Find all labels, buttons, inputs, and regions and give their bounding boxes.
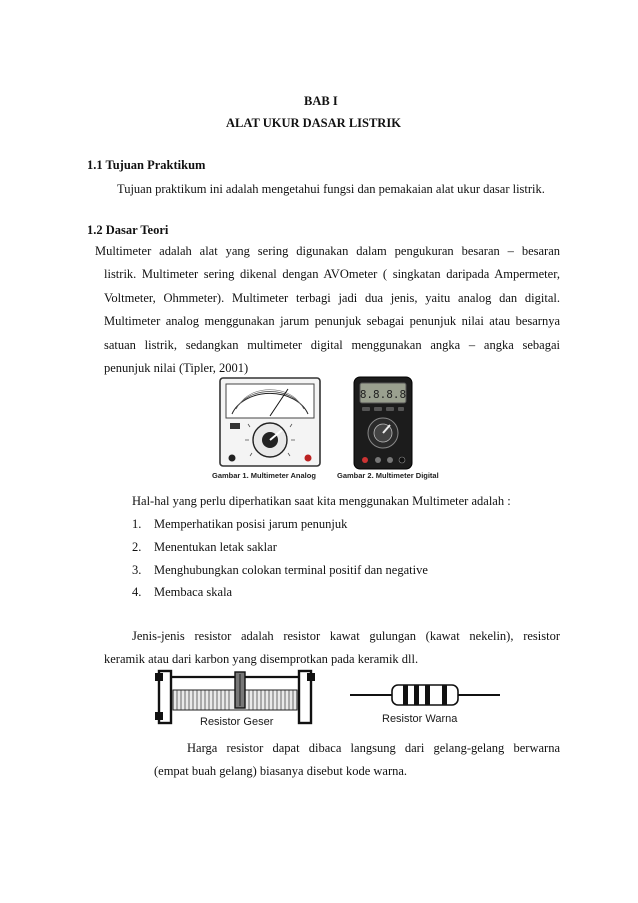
checklist-number: 4.	[132, 585, 142, 599]
theory-line-1: Multimeter adalah alat yang sering digunakan dalam pengukuran besaran – besaran	[95, 244, 560, 258]
section-1-heading: 1.1 Tujuan Praktikum	[87, 158, 206, 172]
resistor-warna-image	[350, 680, 500, 710]
theory-line-6: penunjuk nilai (Tipler, 2001)	[104, 361, 249, 375]
checklist-item: Menentukan letak saklar	[154, 540, 277, 554]
harga-line-2: (empat buah gelang) biasanya disebut kode warna.	[154, 764, 408, 778]
resistor-line-2: keramik atau dari karbon yang disemprotkan pada keramik dll.	[104, 652, 419, 666]
checklist-item: Memperhatikan posisi jarum penunjuk	[154, 517, 348, 531]
digital-display-readout: 8.8.8.8	[359, 388, 407, 401]
resistor-warna-label: Resistor Warna	[382, 713, 458, 725]
theory-line-3: Voltmeter, Ohmmeter). Multimeter terbagi jadi dua jenis, yaitu analog dan digital.	[104, 291, 560, 305]
checklist-item: Membaca skala	[154, 585, 233, 599]
section-2-heading: 1.2 Dasar Teori	[87, 223, 169, 237]
theory-line-2: listrik. Multimeter sering dikenal dengan AVOmeter ( singkatan daripada Ampermeter,	[104, 267, 560, 281]
chapter-subtitle: ALAT UKUR DASAR LISTRIK	[226, 116, 401, 130]
digital-caption: Gambar 2. Multimeter Digital	[337, 471, 439, 480]
resistor-line-1: Jenis-jenis resistor adalah resistor kawat gulungan (kawat nekelin), resistor	[132, 629, 560, 643]
harga-line-1: Harga resistor dapat dibaca langsung dari gelang-gelang berwarna	[187, 741, 560, 755]
analog-caption: Gambar 1. Multimeter Analog	[212, 471, 316, 480]
resistor-geser-label: Resistor Geser	[200, 716, 274, 728]
checklist-item: Menghubungkan colokan terminal positif dan negative	[154, 563, 428, 577]
theory-line-4: Multimeter analog menggunakan jarum penunjuk sebagai penunjuk nilai atau besarnya	[104, 314, 560, 328]
chapter-title: BAB I	[304, 94, 338, 108]
checklist-number: 1.	[132, 517, 142, 531]
checklist-number: 2.	[132, 540, 142, 554]
analog-multimeter-image	[210, 376, 330, 471]
checklist-number: 3.	[132, 563, 142, 577]
digital-multimeter-image	[348, 376, 418, 471]
checklist-intro: Hal-hal yang perlu diperhatikan saat kita menggunakan Multimeter adalah :	[132, 494, 511, 508]
theory-line-5: satuan listrik, sedangkan multimeter digital menggunakan angka – angka sebagai	[104, 338, 560, 352]
section-1-text: Tujuan praktikum ini adalah mengetahui fungsi dan pemakaian alat ukur dasar listrik.	[117, 182, 545, 196]
